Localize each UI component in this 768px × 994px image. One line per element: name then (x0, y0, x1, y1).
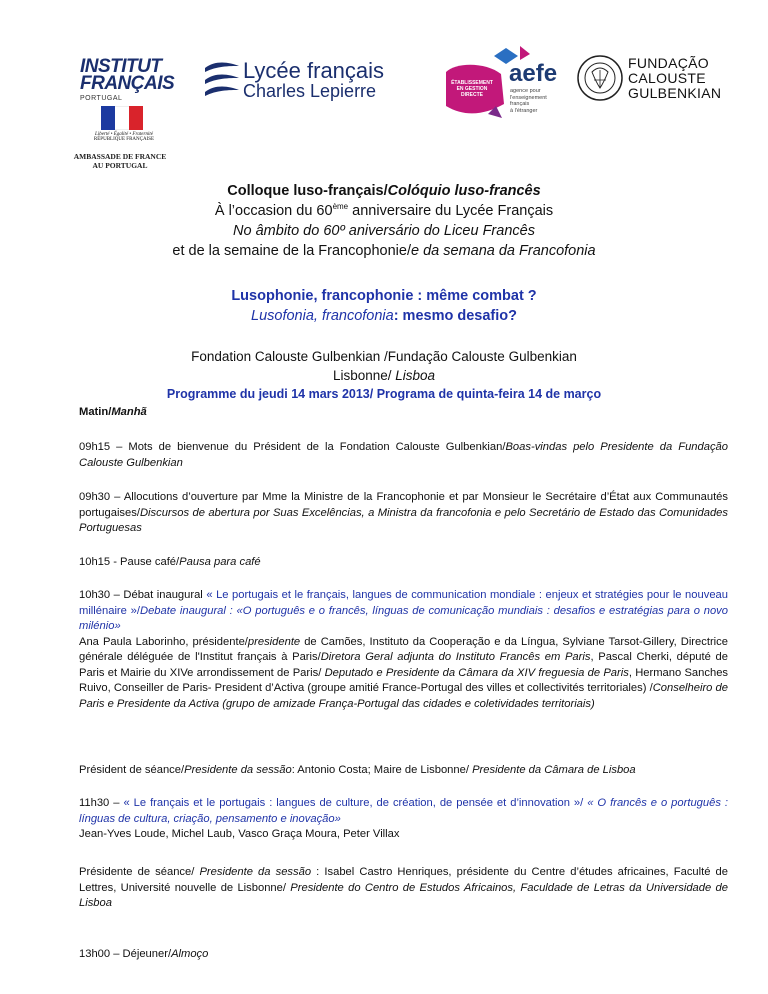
speakers-1030: Ana Paula Laborinho, présidente/presidente de Camões, Instituto da Cooperação e da Língua, Sylviane Tarsot-Gillery, Directrice générale déléguée de l'Institut français à Paris/Diretora Geral adjunta do Instituto Francês em Paris, Pascal Cherki, député de Paris et Mairie du XIVe arrondissement de Paris/ Deputado e Presidente da Câmara da XIV freguesia de Paris, Hermano Sanches Ruivo, Conseiller de Paris- President d’Activa (groupe amitié France-Portugal des villes et collectivités territoriales) /Conselheiro de Paris e Presidente da Activa (grupo de amizade França-Portugal das cidades e coletividades territoriais) (79, 635, 729, 710)
speakers-1130: Jean-Yves Loude, Michel Laub, Vasco Graça Moura, Peter Villax (79, 828, 400, 840)
republique-francaise-logo (93, 106, 155, 142)
aefe-wordmark: aefe (509, 60, 558, 87)
colloque-title: Colloque luso-français/Colóquio luso-francês (227, 183, 541, 199)
city-line: Lisbonne/ Lisboa (332, 368, 436, 383)
institut-francais-sub: PORTUGAL (80, 95, 123, 102)
theme-pt: Lusofonia, francofonia: mesmo desafio? (251, 308, 517, 324)
programme-item-1300: 13h00 – Déjeuner/Almoço (79, 948, 209, 960)
programme-item-0915: 09h15 – Mots de bienvenue du Président de la Fondation Calouste Gulbenkian/Boas-vindas pelo Presidente da Fundação Calouste Gulbenkian (79, 441, 728, 469)
theme-fr: Lusophonie, francophonie : même combat ? (231, 288, 537, 304)
gulbenkian-logo (576, 52, 722, 106)
programme-item-1030: 10h30 – Débat inaugural « Le portugais et le français, langues de communication mondiale : enjeux et stratégies pour le nouveau millénaire »/Debate inaugural : «O português e o francês, línguas de comunicação mundiais : desafios e estratégias para o novo milénio» Ana Paula Laborinho, présidente/presidente de Camões, Instituto da Cooperação e da Língua, Sylviane Tarsot-Gillery, Directrice générale déléguée de l'Institut français à Paris/Diretora Geral adjunta do Instituto Francês em Paris, Pascal Cherki, député de Paris et Mairie du XIVe arrondissement de Paris/ Deputado e Presidente da Câmara da XIV freguesia de Paris, Hermano Sanches Ruivo, Conseiller de Paris- President d’Activa (groupe amitié France-Portugal des villes et collectivités territoriales) /Conselheiro de Paris e Presidente da Activa (grupo de amizade França-Portugal das cidades e coletividades territoriais) (79, 589, 729, 710)
venue-line: Fondation Calouste Gulbenkian /Fundação Calouste Gulbenkian (191, 349, 577, 364)
institut-francais-logo (80, 56, 175, 102)
republique-motto: Liberté • Égalité • Fraternité (95, 132, 153, 137)
aefe-logo (446, 44, 574, 120)
occasion-line: À l’occasion du 60ème anniversaire du Lycée Français (214, 202, 554, 219)
ambassade-label: AMBASSADE DE FRANCE AU PORTUGAL (73, 152, 167, 170)
lycee-francais-logo: Lycée français Charles Lepierre (203, 56, 403, 102)
president-seance-1130: Présidente de séance/ Presidente da sessão : Isabel Castro Henriques, présidente du Centre d’études africaines, Faculté de Lettres, Université nouvelle de Lisbonne/ Presidente do Centro de Estudos Africainos, Faculdade de Letras da Universidade de Lisboa (79, 866, 729, 909)
programme-date: Programme du jeudi 14 mars 2013/ Programa de quinta-feira 14 de março (166, 387, 602, 401)
programme-item-1015: 10h15 - Pause café/Pausa para café (79, 556, 261, 568)
aefe-etablissement-label: ÉTABLISSEMENT EN GESTION DIRECTE (451, 80, 493, 98)
programme-item-0930: 09h30 – Allocutions d’ouverture par Mme la Ministre de la Francophonie et par Monsieur le Secrétaire d’État aux Communautés portugaises/Discursos de abertura por Suas Excelências, a Ministra da francofonia e pelo Secretário de Estado das Comunidades Portuguesas (79, 491, 728, 534)
programme-item-1130: 11h30 – « Le français et le portugais : langues de culture, de création, de pensée et d’innovation »/ « O francês e o português : línguas de cultura, criação, pensamento e inovação» Jean-Yves Loude, Michel Laub, Vasco Graça Moura, Peter Villax (79, 797, 729, 840)
gulbenkian-emblem-icon (576, 52, 624, 104)
aefe-subtitle: agence pour l'enseignement français à l'étranger (510, 88, 547, 114)
ambito-line: No âmbito do 60º aniversário do Liceu Francês (233, 223, 535, 239)
president-seance-1030: Président de séance/Presidente da sessão: Antonio Costa; Maire de Lisbonne/ Presidente da Câmara de Lisboa (79, 764, 636, 776)
french-flag-icon (101, 106, 143, 130)
gulbenkian-wordmark: FUNDAÇÃO CALOUSTE GULBENKIAN (628, 55, 722, 101)
institut-francais-wordmark: INSTITUT FRANÇAIS (80, 56, 175, 94)
session-label: Matin/Manhã (79, 406, 147, 418)
semaine-line: et de la semaine de la Francophonie/e da semana da Francofonia (172, 243, 596, 259)
republique-name: RÉPUBLIQUE FRANÇAISE (93, 137, 155, 142)
lycee-swoosh-icon (203, 58, 243, 102)
